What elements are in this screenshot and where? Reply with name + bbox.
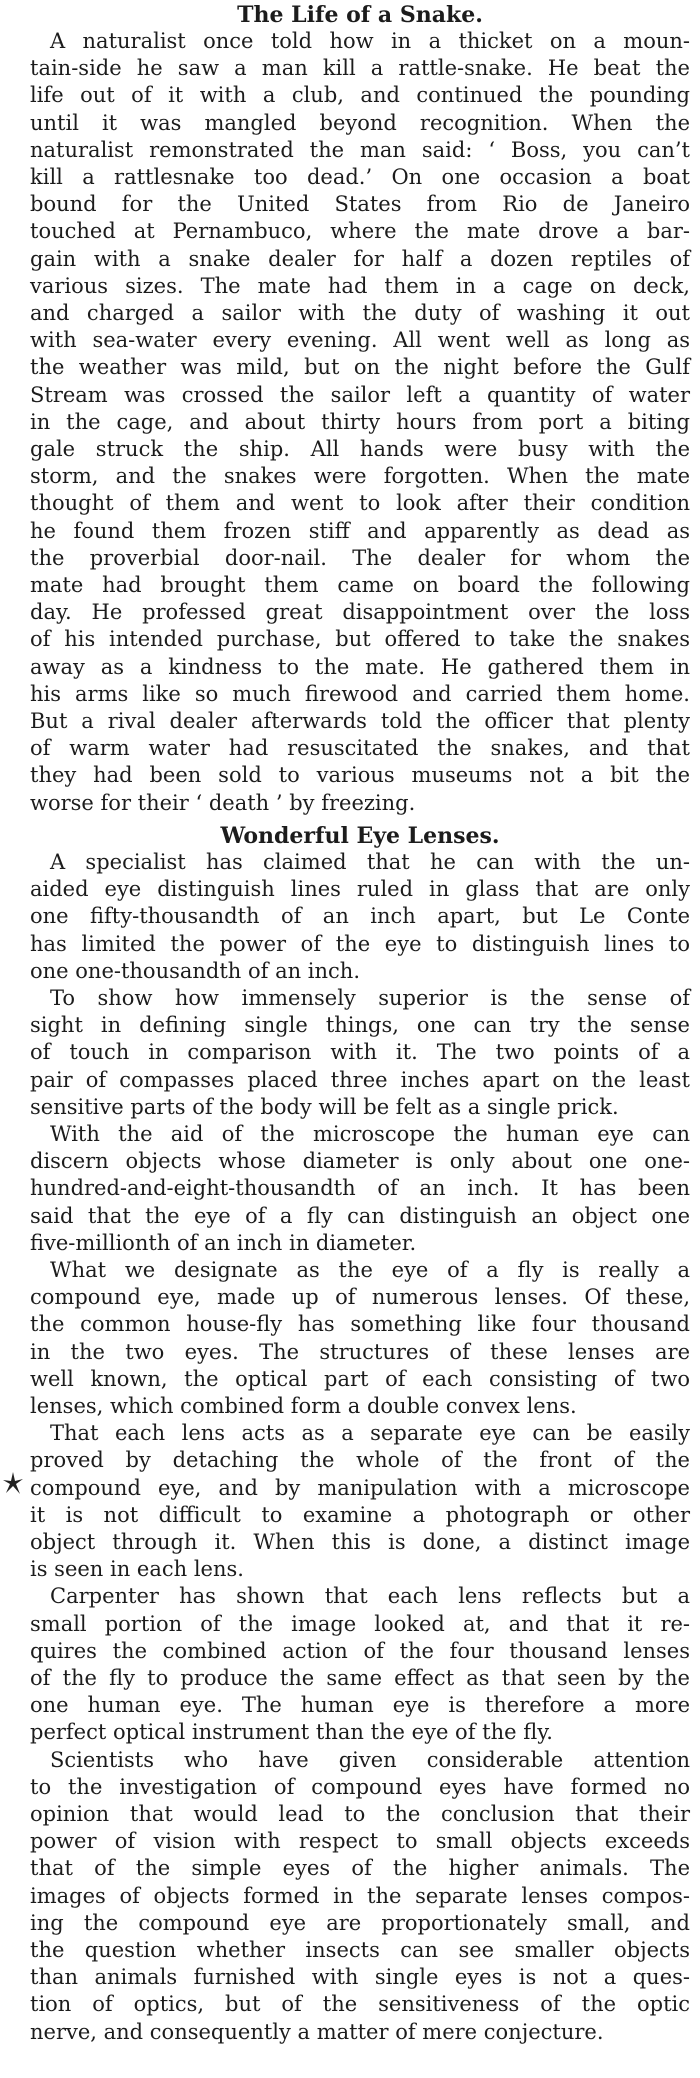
text-line: aided eye distinguish lines ruled in glass that are only (30, 877, 690, 902)
text-line: sensitive parts of the body will be felt as a single prick. (30, 1094, 619, 1119)
text-line: naturalist remonstrated the man said: ‘ Boss, you can’t (30, 137, 690, 162)
text-line: they had been sold to various museums not a bit the (30, 763, 690, 788)
paragraph (30, 1121, 690, 1257)
text-line: power of vision with respect to small objects exceeds (30, 1829, 690, 1854)
paragraph (30, 849, 690, 985)
text-line: Scientists who have given considerable attention (50, 1747, 690, 1772)
text-line: worse for their ‘ death ’ by freezing. (30, 790, 416, 815)
paragraph (30, 985, 690, 1121)
text-line: is seen in each lens. (30, 1557, 244, 1582)
text-line: storm, and the snakes were forgotten. When the mate (30, 464, 690, 489)
paragraph (30, 1420, 690, 1583)
text-line: various sizes. The mate had them in a cage on deck, (30, 273, 690, 298)
text-line: than animals furnished with single eyes is not a ques- (30, 1965, 690, 1990)
text-line: object through it. When this is done, a distinct image (30, 1529, 690, 1554)
text-line: gale struck the ship. All hands were busy with the (30, 437, 690, 462)
text-line: gain with a snake dealer for half a dozen reptiles of (30, 246, 690, 271)
text-line: nerve, and consequently a matter of mere conjecture. (30, 2019, 604, 2044)
text-line: away as a kindness to the mate. He gathered them in (30, 654, 690, 679)
paragraph (30, 1583, 690, 1746)
text-line: A naturalist once told how in a thicket on a moun- (50, 29, 690, 53)
text-line: has limited the power of the eye to distinguish lines to (30, 931, 690, 956)
text-line: That each lens acts as a separate eye can be easily (50, 1421, 690, 1446)
text-line: one fifty-thousandth of an inch apart, but Le Conte (30, 904, 690, 929)
text-line: to the investigation of compound eyes have formed no (30, 1774, 690, 1799)
text-line: small portion of the image looked at, and that it re- (30, 1611, 690, 1636)
text-line: and charged a sailor with the duty of washing it out (30, 301, 690, 326)
text-line: the common house-fly has something like four thousand (30, 1312, 690, 1337)
article-title-snake: The Life of a Snake. (237, 2, 483, 28)
text-line: one human eye. The human eye is therefore a more (30, 1693, 690, 1718)
text-line: of touch in comparison with it. The two points of a (30, 1040, 690, 1065)
text-line: compound eye, and by manipulation with a microscope (30, 1475, 690, 1500)
text-line: that of the simple eyes of the higher animals. The (30, 1856, 690, 1881)
text-line: What we designate as the eye of a fly is really a (50, 1257, 690, 1282)
text-line: mate had brought them came on board the following (30, 573, 690, 598)
text-line: until it was mangled beyond recognition. When the (30, 110, 690, 135)
text-line: With the aid of the microscope the human eye can (50, 1121, 690, 1146)
text-line: Stream was crossed the sailor left a quantity of water (30, 382, 690, 407)
paragraph (30, 1747, 690, 2046)
text-line: quires the combined action of the four thousand lenses (30, 1638, 690, 1663)
text-line: kill a rattlesnake too dead.’ On one occasion a boat (30, 165, 690, 190)
text-line: tion of optics, but of the sensitiveness of the optic (30, 1992, 690, 2017)
paragraph (30, 1257, 690, 1420)
text-column (30, 0, 690, 2046)
text-line: of his intended purchase, but offered to take the snakes (30, 627, 690, 652)
text-line: images of objects formed in the separate lenses compos- (30, 1883, 690, 1908)
text-line: he found them frozen stiff and apparently as dead as (30, 518, 690, 543)
text-line: touched at Pernambuco, where the mate drove a bar- (30, 219, 690, 244)
text-line: well known, the optical part of each consisting of two (30, 1366, 690, 1391)
text-line: bound for the United States from Rio de Janeiro (30, 192, 690, 217)
text-line: opinion that would lead to the conclusion that their (30, 1802, 690, 1826)
text-line: the question whether insects can see smaller objects (30, 1938, 690, 1963)
ink-blot-icon (2, 1470, 24, 1496)
article-title-eye-lenses: Wonderful Eye Lenses. (220, 822, 500, 849)
text-line: in the cage, and about thirty hours from port a biting (30, 409, 690, 434)
text-line: lenses, which combined form a double convex lens. (30, 1393, 577, 1418)
text-line: his arms like so much firewood and carried them home. (30, 681, 690, 706)
text-line: proved by detaching the whole of the front of the (30, 1448, 690, 1473)
text-line: thought of them and went to look after their condition (30, 491, 690, 516)
text-line: But a rival dealer afterwards told the officer that plenty (30, 709, 690, 734)
text-line: discern objects whose diameter is only about one one- (30, 1149, 690, 1174)
text-line: of warm water had resuscitated the snakes, and that (30, 736, 690, 761)
text-line: A specialist has claimed that he can with the un- (50, 849, 690, 874)
text-line: sight in defining single things, one can try the sense (30, 1013, 690, 1038)
text-line: day. He professed great disappointment over the loss (30, 600, 690, 625)
text-line: life out of it with a club, and continued the pounding (30, 83, 690, 108)
text-line: in the two eyes. The structures of these lenses are (30, 1339, 690, 1364)
text-line: tain-side he saw a man kill a rattle-snake. He beat the (30, 56, 690, 81)
article-body-eye-lenses (30, 849, 690, 2046)
text-line: pair of compasses placed three inches apart on the least (30, 1067, 690, 1092)
text-line: with sea-water every evening. All went well as long as (30, 328, 690, 353)
text-line: Carpenter has shown that each lens reflects but a (50, 1584, 690, 1609)
text-line: compound eye, made up of numerous lenses. Of these, (30, 1285, 690, 1310)
text-line: it is not difficult to examine a photograph or other (30, 1502, 690, 1527)
text-line: the weather was mild, but on the night before the Gulf (30, 355, 690, 380)
text-line: hundred-and-eight-thousandth of an inch. It has been (30, 1176, 690, 1201)
text-line: said that the eye of a fly can distinguish an object one (30, 1203, 690, 1228)
text-line: one one-thousandth of an inch. (30, 958, 361, 983)
text-line: of the fly to produce the same effect as that seen by the (30, 1665, 690, 1690)
text-line: five-millionth of an inch in diameter. (30, 1230, 417, 1255)
text-line: the proverbial door-nail. The dealer for whom the (30, 545, 690, 570)
text-line: perfect optical instrument than the eye of the fly. (30, 1720, 553, 1745)
article-body-snake (30, 28, 690, 817)
text-line: ing the compound eye are proportionately small, and (30, 1910, 690, 1935)
text-line: To show how immensely superior is the sense of (50, 985, 690, 1010)
